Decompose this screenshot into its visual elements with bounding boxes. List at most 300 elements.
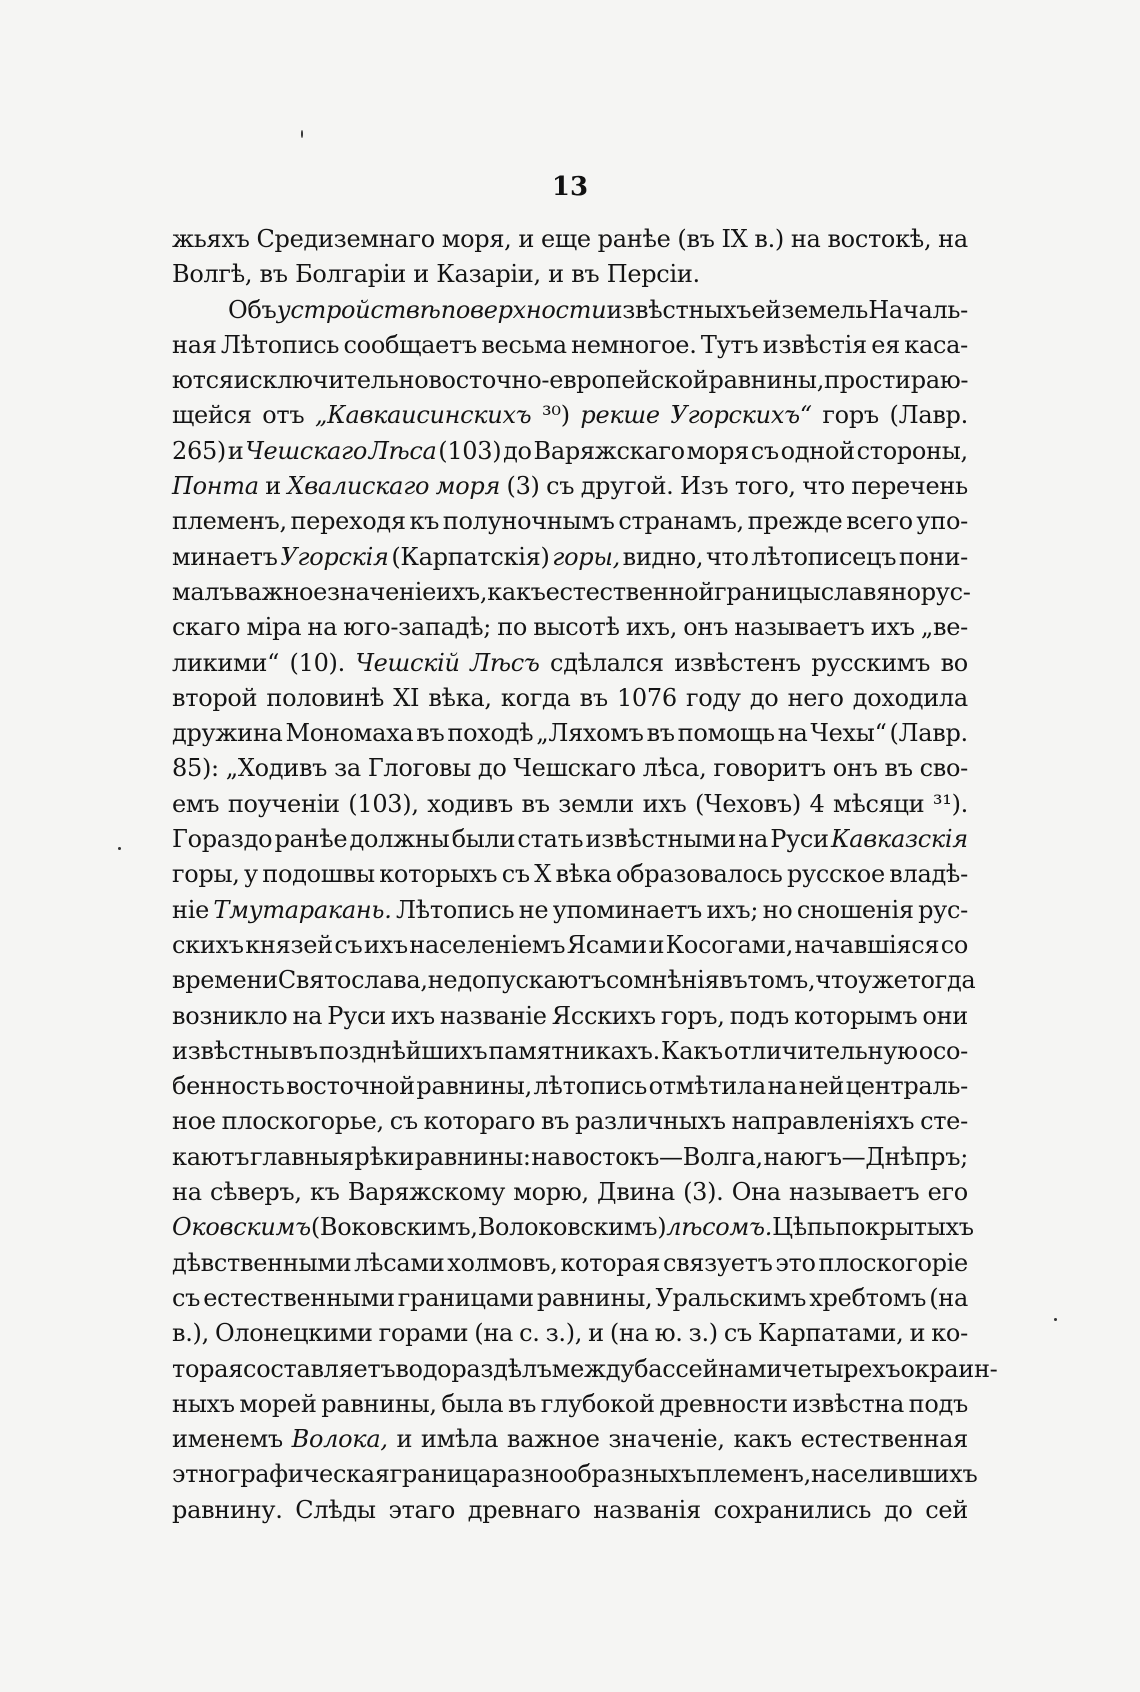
word: перечень — [851, 472, 968, 501]
word: племенъ, — [172, 507, 287, 536]
word: когда — [500, 683, 571, 712]
word: сношенія — [796, 895, 914, 924]
word: всего — [846, 507, 913, 536]
text-line — [172, 857, 968, 892]
word: (103), — [348, 789, 419, 818]
word: ликими“ — [172, 648, 280, 677]
word: которыхъ — [379, 860, 498, 889]
text-line — [172, 1210, 974, 1245]
word: у — [244, 860, 258, 889]
word: Чешскаго — [513, 754, 636, 783]
word: Средиземнаго — [256, 225, 435, 253]
word: подъ — [908, 1389, 968, 1418]
text-line — [172, 1457, 978, 1492]
word: Руси — [327, 1001, 386, 1030]
word: ³¹). — [932, 789, 968, 818]
word: Объ — [228, 295, 277, 324]
word: Персіи. — [599, 260, 700, 289]
word: этаго — [388, 1495, 455, 1524]
word: населившихъ — [810, 1460, 978, 1489]
word: ко- — [931, 1319, 968, 1348]
word: съ — [546, 472, 575, 501]
text-line — [172, 822, 968, 857]
word: на — [292, 1001, 323, 1030]
word: земли — [558, 789, 634, 818]
word: котораго — [423, 1107, 536, 1136]
word: что — [815, 966, 859, 995]
word: населеніемъ — [409, 930, 566, 959]
word: Волоковскимъ) — [477, 1213, 667, 1242]
ink-speck — [1054, 1318, 1057, 1321]
word: IX — [721, 225, 748, 253]
word: во — [940, 648, 968, 677]
word: году — [685, 683, 741, 712]
word: съ — [389, 1107, 418, 1136]
word: (3) — [506, 472, 540, 501]
word: переходя — [290, 507, 406, 536]
word: с. — [519, 1319, 540, 1348]
text-line — [172, 575, 971, 610]
word: дѣвственными — [172, 1248, 352, 1277]
word: Чехы“ — [810, 719, 887, 748]
word: Святослава, — [277, 966, 428, 995]
word: должны — [349, 825, 450, 854]
word: въ — [416, 719, 445, 748]
word: въ — [289, 1036, 318, 1065]
word: водораздѣлъ — [395, 1354, 552, 1383]
word: его — [927, 1178, 968, 1207]
word: окраин- — [900, 1354, 998, 1383]
word: ранѣе — [597, 225, 671, 253]
word: говоритъ — [713, 754, 826, 783]
word: Какъ — [660, 1036, 723, 1065]
word: сохранились — [713, 1495, 872, 1524]
word: ются — [172, 366, 234, 395]
word: Болгаріи — [287, 260, 406, 289]
word: ихъ — [363, 930, 408, 959]
word: лѣсомъ. — [666, 1213, 773, 1242]
word: въ — [521, 789, 550, 818]
word: в.) — [754, 225, 784, 253]
word: памятникахъ. — [488, 1036, 660, 1065]
word: морю, — [513, 1178, 589, 1207]
word: пони- — [898, 542, 968, 571]
word: допускаютъ — [457, 966, 606, 995]
word: горами — [378, 1319, 469, 1348]
word: сво- — [919, 754, 968, 783]
word: сдѣлался — [550, 648, 664, 677]
word: ихъ, — [436, 577, 488, 606]
word: ніе — [172, 895, 209, 924]
word: главныя — [249, 1142, 354, 1171]
word: каютъ — [172, 1142, 250, 1171]
word: связуетъ — [662, 1248, 773, 1277]
word: на — [938, 225, 968, 253]
word: упоминаетъ — [552, 895, 703, 924]
word: холмовъ, — [447, 1248, 558, 1277]
word: прежде — [747, 507, 843, 536]
word: в.), — [172, 1319, 209, 1348]
word: мѣсяци — [833, 789, 925, 818]
word: него — [787, 683, 844, 712]
word: „ве- — [920, 613, 968, 642]
word: моря, — [441, 225, 512, 253]
text-line — [172, 434, 968, 469]
word: онъ — [832, 754, 878, 783]
word: племенъ, — [696, 1460, 811, 1489]
word: какъ — [733, 1425, 792, 1454]
word: (Карпатскія) — [391, 542, 550, 571]
word: русскимъ — [811, 648, 931, 677]
word: Угорскія — [280, 542, 389, 571]
word: онъ — [683, 613, 729, 642]
word: подъ — [729, 1001, 790, 1030]
word: высотѣ — [533, 613, 620, 642]
word: равнины, — [536, 1283, 653, 1312]
text-line — [172, 398, 968, 433]
word: древности — [659, 1389, 788, 1418]
word: четырехъ — [781, 1354, 901, 1383]
word: ходивъ — [427, 789, 513, 818]
word: имѣла — [420, 1425, 499, 1454]
text-line — [172, 257, 968, 292]
word: земель — [781, 295, 869, 324]
word: 265) — [172, 436, 226, 465]
word: и — [405, 260, 429, 289]
word: Хвалискаго — [287, 472, 430, 501]
word: извѣстныхъ — [606, 295, 752, 324]
word: Мономаха — [285, 719, 414, 748]
word: сте- — [920, 1107, 968, 1136]
word: владѣ- — [889, 860, 968, 889]
word: міра — [246, 613, 302, 642]
word: Варяжскому — [347, 1178, 506, 1207]
text-line — [172, 1422, 968, 1457]
word: различныхъ — [574, 1107, 726, 1136]
word: до — [503, 436, 532, 465]
word: ихъ, — [625, 613, 678, 642]
word: извѣстна — [792, 1389, 905, 1418]
word: Тутъ — [700, 330, 759, 359]
word: тогда — [907, 966, 976, 995]
text-line — [172, 1104, 968, 1139]
text-line — [172, 1387, 968, 1422]
word: емъ — [172, 789, 220, 818]
word: Олонецкими — [214, 1319, 373, 1348]
word: естественной — [545, 577, 715, 606]
word: къ — [409, 507, 440, 536]
word: Гораздо — [172, 825, 273, 854]
text-line — [172, 893, 968, 928]
word: до — [477, 754, 507, 783]
text-line — [172, 540, 968, 575]
text-line — [172, 646, 968, 681]
word: въ — [252, 260, 288, 289]
word: восточной — [286, 1072, 415, 1101]
word: Лѣса — [368, 436, 437, 465]
word: между — [551, 1354, 635, 1383]
word: Косогами, — [665, 930, 794, 959]
word: каса- — [904, 330, 968, 359]
word: въ — [563, 260, 600, 289]
text-line — [172, 1352, 998, 1387]
text-line — [172, 328, 968, 363]
word: (Чеховъ) — [695, 789, 801, 818]
word: которымъ — [794, 1001, 918, 1030]
word: въ — [884, 754, 913, 783]
word: образовалось — [615, 860, 783, 889]
word: на — [790, 225, 821, 253]
word: 85): — [172, 754, 219, 783]
text-line — [172, 469, 968, 504]
word: скаго — [172, 613, 241, 642]
word: хребтомъ — [809, 1283, 927, 1312]
word: з.) — [688, 1319, 718, 1348]
word: походѣ — [447, 719, 534, 748]
text-line — [172, 716, 968, 751]
word: за — [334, 754, 361, 783]
word: этнографическая — [172, 1460, 390, 1489]
word: рус- — [918, 895, 968, 924]
word: ³⁰) — [542, 401, 570, 430]
word: лѣсами — [354, 1248, 445, 1277]
word: на — [763, 1142, 794, 1171]
word: они — [922, 1001, 968, 1030]
word: отличительную — [723, 1036, 918, 1065]
word: составляетъ — [243, 1354, 396, 1383]
word: (въ — [677, 225, 715, 253]
word: естественная — [800, 1425, 968, 1454]
word: (10). — [289, 648, 345, 677]
word: это — [775, 1248, 816, 1277]
word: значеніе — [327, 577, 436, 606]
word: важное — [506, 1425, 600, 1454]
word: на — [767, 1072, 798, 1101]
word: и — [540, 260, 564, 289]
word: упо- — [916, 507, 968, 536]
word: видно, — [622, 542, 704, 571]
word: стать — [517, 825, 584, 854]
word: вѣка — [555, 860, 612, 889]
word: не — [518, 895, 549, 924]
word: въ — [646, 719, 675, 748]
word: извѣстными — [585, 825, 737, 854]
word: и — [909, 1319, 926, 1348]
word: но — [762, 895, 793, 924]
word: до — [883, 1495, 913, 1524]
word: югъ—Днѣпръ; — [793, 1142, 968, 1171]
word: и — [588, 1319, 604, 1348]
text-line — [172, 1175, 968, 1210]
word: Кавказскія — [830, 825, 968, 854]
word: древнаго — [467, 1495, 581, 1524]
word: стороны, — [856, 436, 968, 465]
text-line — [172, 963, 976, 998]
word: до — [749, 683, 779, 712]
word: со — [940, 930, 968, 959]
word: отмѣтила — [648, 1072, 766, 1101]
word: Оковскимъ — [172, 1213, 311, 1242]
word: что — [705, 542, 749, 571]
ink-speck — [301, 130, 303, 138]
word: доходила — [852, 683, 968, 712]
word: устройствѣ — [276, 295, 441, 324]
word: Цѣпь — [772, 1213, 836, 1242]
word: покрытыхъ — [835, 1213, 974, 1242]
page-number: 13 — [551, 172, 589, 202]
word: бассейнами — [634, 1354, 782, 1383]
word: (на — [929, 1283, 968, 1312]
word: въ — [507, 1389, 537, 1418]
text-line — [172, 1281, 968, 1316]
word: разнообразныхъ — [491, 1460, 697, 1489]
word: (Лавр. — [889, 401, 968, 430]
word: ихъ — [870, 613, 915, 642]
word: восточно-европейской — [428, 366, 709, 395]
word: полуночнымъ — [442, 507, 615, 536]
word: половинѣ — [266, 683, 385, 712]
word: другой. — [580, 472, 674, 501]
text-line — [172, 928, 968, 963]
word: Казаріи, — [428, 260, 541, 289]
word: сей — [925, 1495, 968, 1524]
word: Лѣсъ — [470, 648, 540, 677]
word: рѣки — [354, 1142, 415, 1171]
word: дружина — [172, 719, 283, 748]
text-line — [172, 222, 968, 257]
word: глубокой — [540, 1389, 655, 1418]
word: направленіяхъ — [731, 1107, 915, 1136]
word: 1076 — [616, 683, 677, 712]
word: ная — [172, 330, 217, 359]
word: естественными — [203, 1283, 395, 1312]
word: Глоговы — [367, 754, 471, 783]
word: позднѣйшихъ — [318, 1036, 488, 1065]
word: въ — [540, 1107, 570, 1136]
word: были — [451, 825, 516, 854]
word: и — [227, 436, 244, 465]
word: князей — [245, 930, 333, 959]
word: и — [648, 930, 665, 959]
word: въ — [579, 683, 608, 712]
word: какъ — [487, 577, 546, 606]
text-line — [172, 610, 968, 645]
word: Чешскаго — [245, 436, 367, 465]
word: въ — [719, 966, 748, 995]
word: поверхности — [440, 295, 607, 324]
word: была — [441, 1389, 504, 1418]
word: Лѣтопись — [395, 895, 515, 924]
text-line — [172, 1034, 968, 1069]
word: времени — [172, 966, 278, 995]
word: востокѣ, — [827, 225, 932, 253]
word: значеніе, — [608, 1425, 725, 1454]
word: сомнѣнія — [605, 966, 720, 995]
word: на — [531, 1142, 562, 1171]
word: поученіи — [227, 789, 340, 818]
word: лѣса, — [642, 754, 707, 783]
word: весьма — [481, 330, 567, 359]
body-text — [172, 222, 998, 1528]
text-line — [172, 681, 968, 716]
word: вѣка, — [428, 683, 492, 712]
word: рекше — [580, 401, 660, 430]
word: съ — [334, 930, 363, 959]
word: называетъ — [789, 1178, 920, 1207]
word: ихъ; — [706, 895, 759, 924]
word: Карпатами, — [758, 1319, 904, 1348]
ink-speck — [118, 847, 121, 850]
word: щейся — [172, 401, 252, 430]
word: на — [777, 719, 808, 748]
word: Волока, — [291, 1425, 388, 1454]
word: горы, — [172, 860, 240, 889]
word: минаетъ — [172, 542, 278, 571]
word: моря — [435, 472, 501, 501]
word: юго-западѣ; — [343, 613, 492, 642]
word: съ — [750, 436, 779, 465]
word: возникло — [172, 1001, 288, 1030]
word: жьяхъ — [172, 225, 250, 253]
word: Двина — [597, 1178, 675, 1207]
word: которая — [560, 1248, 661, 1277]
word: уже — [858, 966, 908, 995]
word: съ — [172, 1283, 201, 1312]
word: (Лавр. — [889, 719, 968, 748]
word: именемъ — [172, 1425, 283, 1454]
word: востокъ—Волга, — [561, 1142, 763, 1171]
word: Ясами — [566, 930, 647, 959]
word: еще — [540, 225, 591, 253]
word: ея — [871, 330, 900, 359]
text-line — [172, 751, 968, 786]
word: (3). — [683, 1178, 724, 1207]
word: по — [497, 613, 528, 642]
word: Началь- — [868, 295, 968, 324]
word: что — [802, 472, 845, 501]
word: и — [396, 1425, 413, 1454]
word: на — [738, 825, 769, 854]
word: на — [172, 1178, 202, 1207]
word: Варяжскаго — [533, 436, 685, 465]
word: называетъ — [734, 613, 865, 642]
word: лѣтопись — [533, 1072, 648, 1101]
word: сообщаетъ — [343, 330, 477, 359]
text-line — [172, 504, 968, 539]
word: исключительно — [233, 366, 429, 395]
word: одной — [780, 436, 855, 465]
word: торая — [172, 1354, 244, 1383]
word: границы — [714, 577, 821, 606]
word: странамъ, — [618, 507, 744, 536]
word: русское — [786, 860, 885, 889]
word: и — [265, 472, 281, 501]
word: сѣверъ, — [209, 1178, 302, 1207]
word: Уральскимъ — [655, 1283, 807, 1312]
text-line — [172, 1493, 968, 1528]
word: извѣстенъ — [674, 648, 801, 677]
word: Ясскихъ — [551, 1001, 656, 1030]
word: Она — [731, 1178, 781, 1207]
word: равнину. — [172, 1495, 283, 1524]
word: бенность — [172, 1072, 285, 1101]
word: ей — [751, 295, 782, 324]
word: малъ — [172, 577, 235, 606]
word: названіе — [439, 1001, 547, 1030]
word: плоскогорье, — [221, 1107, 384, 1136]
word: немногое. — [571, 330, 697, 359]
word: не — [427, 966, 458, 995]
